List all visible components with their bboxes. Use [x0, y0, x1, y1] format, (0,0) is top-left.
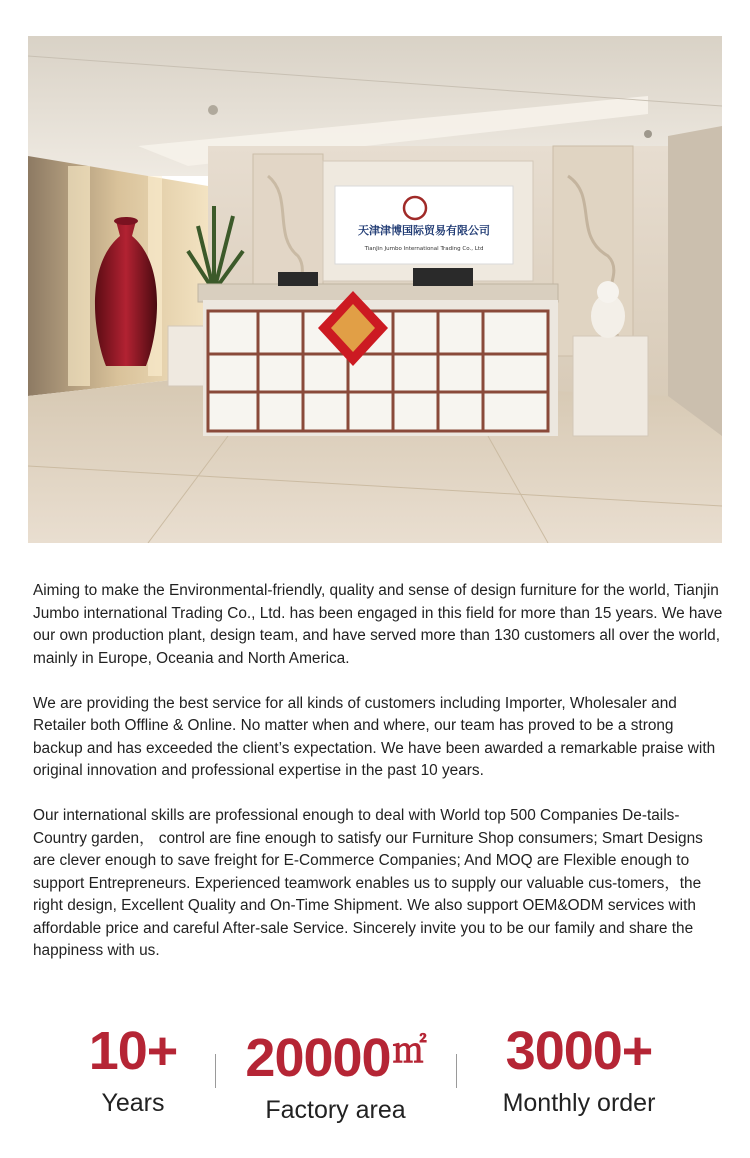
stat-factory-area-value: 20000㎡: [245, 1028, 426, 1088]
company-introduction: [33, 580, 723, 985]
stat-divider: [215, 1054, 216, 1088]
stat-divider: [456, 1054, 457, 1088]
stat-factory-area-label: Factory area: [265, 1096, 406, 1124]
stat-monthly-order: [484, 1020, 674, 1120]
sign-english-text: TianJin Jumbo International Trading Co., Ltd: [364, 246, 484, 252]
intro-paragraph-2: We are providing the best service for all kinds of customers including Importer, Wholesaler and Retailer both Offline & Online. No matter when and where, our team has proved to be a strong backup and has exceeded the client’s expectation. We have been awarded a remarkable praise with original innovation and professional expertise in the past 10 years.: [33, 694, 716, 779]
sign-chinese-text: 天津津博国际贸易有限公司: [358, 224, 490, 237]
stat-years: [63, 1020, 203, 1120]
stat-factory-area: [233, 1020, 438, 1127]
intro-paragraph-3: Our international skills are professional enough to deal with World top 500 Companies De-tails-Country garden， control are fine enough to satisfy our Furniture Shop consumers; Smart Designs are clever enough to save freight for E-Commerce Companies; And MOQ are Flexible enough to support Entrepreneurs. Experienced teamwork enables us to supply our valuable cus-tomers，the right design, Excellent Quality and On-Time Shipment. We also support OEM&ODM services with affordable price and careful After-sale Service. Sincerely invite you to be our family and share the happiness with us.: [33, 807, 703, 959]
office-reception-photo: [28, 36, 722, 543]
stat-monthly-order-label: Monthly order: [502, 1089, 656, 1117]
stat-years-value: 10+: [88, 1021, 178, 1081]
stat-years-label: Years: [101, 1089, 165, 1117]
stat-monthly-order-value: 3000+: [505, 1021, 653, 1081]
company-stats: [0, 1020, 750, 1130]
intro-paragraph-1: Aiming to make the Environmental-friendly, quality and sense of design furniture for the world, Tianjin Jumbo international Trading Co., Ltd. has been engaged in this field for more than 15 years. We have our own production plant, design team, and have served more than 130 customers all over the world, mainly in Europe, Oceania and North America.: [33, 582, 723, 667]
